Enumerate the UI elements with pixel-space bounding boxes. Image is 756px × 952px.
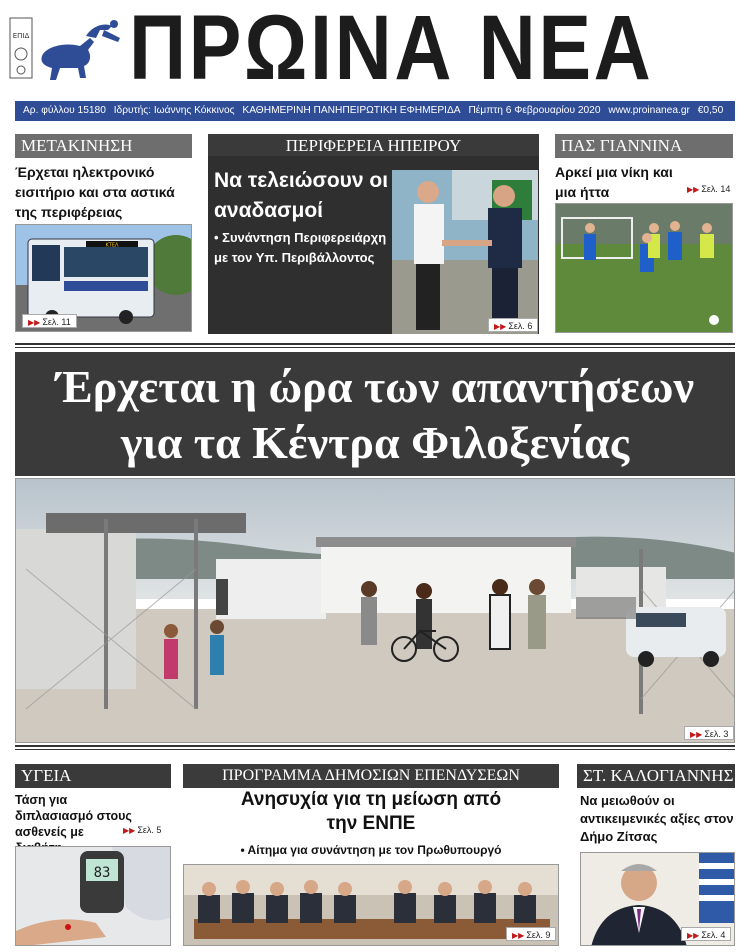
bus-destination-sign: ΚΤΕΛ <box>105 242 119 249</box>
website-link[interactable]: www.proinanea.gr <box>608 105 690 116</box>
bottom-mid-text <box>183 788 559 860</box>
info-bar <box>15 101 735 121</box>
headline-win-loss[interactable]: Αρκεί μια νίκη και μια ήττα <box>555 164 673 200</box>
headline-enpe[interactable]: Ανησυχία για τη μείωση από την ΕΝΠΕ <box>240 789 502 834</box>
page-ref-14[interactable]: ▶▶ Σελ. 14 <box>682 182 735 196</box>
founder: Ιδρυτής: Ιωάννης Κόκκινος <box>113 105 235 116</box>
section-label-kalogiannis[interactable]: ΣΤ. ΚΑΛΟΓΙΑΝΝΗΣ <box>577 764 735 788</box>
masthead-logo <box>8 8 130 94</box>
mid-top-panel <box>208 156 539 334</box>
section-label-periferia[interactable]: ΠΕΡΙΦΕΡΕΙΑ ΗΠΕΙΡΟΥ <box>208 134 539 158</box>
page-ref-4[interactable]: ▶▶ Σελ. 4 <box>681 927 731 941</box>
page-ref-6[interactable]: ▶▶ Σελ. 6 <box>488 318 538 332</box>
page-ref-11[interactable]: ▶▶ Σελ. 11 <box>22 314 77 328</box>
bullet-pm-meeting: • Αίτημα για συνάντηση με τον Πρωθυπουργό <box>240 843 502 857</box>
main-headline-line1: Έρχεται η ώρα των απαντήσεων <box>55 361 695 412</box>
section-label-pde[interactable]: ΠΡΟΓΡΑΜΜΑ ΔΗΜΟΣΙΩΝ ΕΠΕΝΔΥΣΕΩΝ <box>183 764 559 788</box>
meeting-photo[interactable] <box>183 864 559 946</box>
headline-diabetes[interactable]: Τάση για διπλασιασμό στους ασθενείς με <box>15 793 132 839</box>
bus-photo[interactable] <box>15 224 192 332</box>
glucose-meter-photo[interactable] <box>15 846 171 946</box>
section-label-ygeia[interactable]: ΥΓΕΙΑ <box>15 764 171 788</box>
bullet-meeting: • Συνάντηση Περιφερειάρχη με τον Υπ. Περιβάλλοντος <box>214 230 387 265</box>
section-label-metakinisi[interactable]: ΜΕΤΑΚΙΝΗΣΗ <box>15 134 192 158</box>
paper-tagline: ΚΑΘΗΜΕΡΙΝΗ ΠΑΝΗΠΕΙΡΩΤΙΚΗ ΕΦΗΜΕΡΙΔΑ <box>242 105 461 116</box>
politician-photo[interactable] <box>580 852 735 946</box>
headline-zitsa[interactable]: Να μειωθούν οι αντικειμενικές αξίες στον Δήμο Ζίτσας <box>580 793 734 844</box>
masthead-title[interactable]: ΠΡΩΙΝΑ ΝΕΑ <box>128 0 654 99</box>
page-ref-3[interactable]: ▶▶ Σελ. 3 <box>684 726 734 740</box>
logo-seal-text: ΕΠΙΔ <box>12 32 30 40</box>
meter-reading: 83 <box>93 865 111 881</box>
refugee-camp-photo[interactable] <box>15 478 735 743</box>
handshake-photo[interactable] <box>392 170 538 334</box>
page-ref-5[interactable]: ▶▶ Σελ. 5 <box>118 823 166 837</box>
main-headline-line2: για τα Κέντρα Φιλοξενίας <box>120 417 630 468</box>
section-label-pas-giannina[interactable]: ΠΑΣ ΓΙΑΝΝΙΝΑ <box>555 134 733 158</box>
issue-date: Πέμπτη 6 Φεβρουαρίου 2020 <box>468 105 601 116</box>
price: €0,50 <box>697 105 724 116</box>
football-photo[interactable] <box>555 203 733 333</box>
rule-top-thin <box>15 347 735 348</box>
rule-bottom-thin <box>15 749 735 750</box>
bull-leaper-logo-icon <box>8 8 130 94</box>
issue-number: Αρ. φύλλου 15180 <box>23 105 106 116</box>
headline-electronic-ticket[interactable]: Έρχεται ηλεκτρονικό εισιτήριο και στα αστικά της περιφέρειας <box>15 164 175 220</box>
rule-top <box>15 343 735 345</box>
page-ref-9[interactable]: ▶▶ Σελ. 9 <box>506 927 556 941</box>
main-headline[interactable] <box>15 352 735 476</box>
headline-anadasmoi[interactable]: Να τελειώσουν οι αναδασμοί <box>214 169 389 222</box>
rule-bottom <box>15 745 735 747</box>
